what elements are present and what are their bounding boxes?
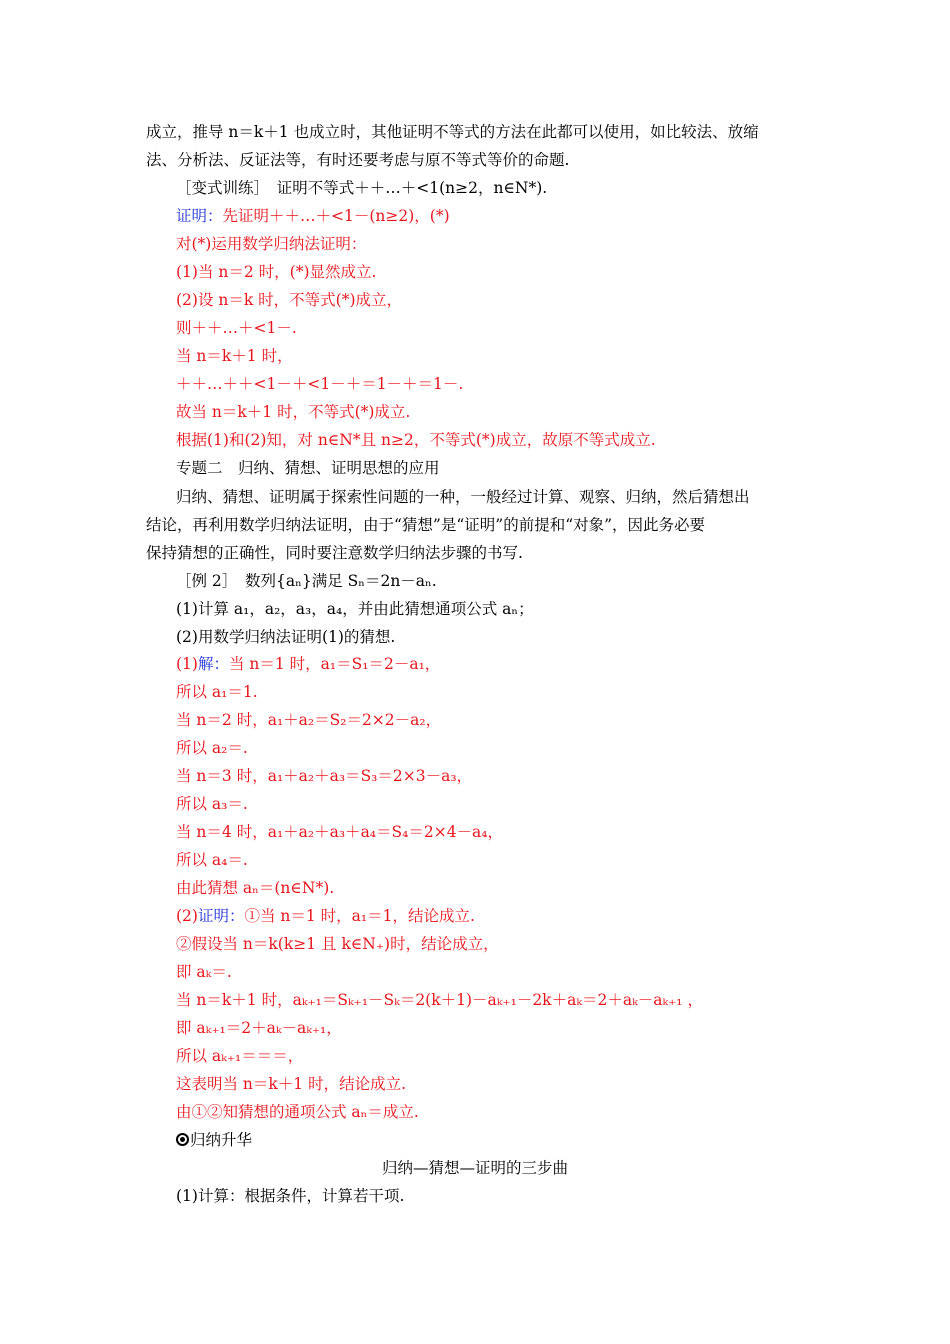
part-number: (1) bbox=[176, 655, 198, 673]
example-question: (2)用数学归纳法证明(1)的猜想. bbox=[176, 628, 396, 646]
summary-step: (1)计算：根据条件，计算若干项. bbox=[176, 1187, 405, 1205]
proof-label: 证明： bbox=[197, 907, 245, 925]
proof-line: 根据(1)和(2)知，对 n∈N*且 n≥2，不等式(*)成立，故原不等式成立. bbox=[176, 431, 656, 449]
proof-line bbox=[176, 906, 475, 926]
proof-line: 对(*)运用数学归纳法证明： bbox=[176, 235, 367, 253]
solution-line: 所以 a₁＝1. bbox=[176, 683, 258, 701]
proof-line: ②假设当 n＝k(k≥1 且 k∈N₊)时，结论成立， bbox=[176, 935, 499, 953]
proof-line: 则＋＋…＋<1－. bbox=[176, 319, 297, 337]
part-number: (2) bbox=[176, 907, 198, 925]
solution-text: 当 n＝1 时，a₁＝S₁＝2－a₁， bbox=[228, 655, 441, 673]
paragraph-line: 法、分析法、反证法等，有时还要考虑与原不等式等价的命题. bbox=[146, 151, 570, 169]
summary-heading-label: 归纳升华 bbox=[190, 1131, 253, 1149]
proof-line: 当 n＝k＋1 时，aₖ₊₁＝Sₖ₊₁－Sₖ＝2(k＋1)－aₖ₊₁－2k＋aₖ＝2＋aₖ－aₖ₊₁ ， bbox=[176, 991, 703, 1009]
summary-heading bbox=[176, 1130, 252, 1150]
paragraph-line: 保持猜想的正确性，同时要注意数学归纳法步骤的书写. bbox=[146, 544, 523, 562]
proof-line: (1)当 n＝2 时，(*)显然成立. bbox=[176, 263, 377, 281]
solution-label: 解： bbox=[197, 655, 229, 673]
exercise-statement: ［变式训练］ 证明不等式＋＋…＋<1(n≥2，n∈N*). bbox=[176, 179, 548, 197]
proof-line: ＋＋…＋＋<1－＋<1－＋＝1－＋＝1－. bbox=[176, 375, 464, 393]
solution-line: 当 n＝3 时，a₁＋a₂＋a₃＝S₃＝2×3－a₃， bbox=[176, 767, 473, 785]
proof-line: 所以 aₖ₊₁＝＝＝， bbox=[176, 1047, 304, 1065]
section-heading: 专题二 归纳、猜想、证明思想的应用 bbox=[176, 459, 440, 477]
example-question: (1)计算 a₁，a₂，a₃，a₄，并由此猜想通项公式 aₙ； bbox=[176, 600, 534, 618]
proof-line: (2)设 n＝k 时，不等式(*)成立， bbox=[176, 291, 403, 309]
paragraph-line: 结论，再利用数学归纳法证明，由于“猜想”是“证明”的前提和“对象”，因此务必要 bbox=[146, 516, 706, 534]
solution-line: 所以 a₂＝. bbox=[176, 739, 248, 757]
example-statement: ［例 2］ 数列{aₙ}满足 Sₙ＝2n－aₙ. bbox=[176, 572, 437, 590]
solution-line: 所以 a₄＝. bbox=[176, 851, 248, 869]
solution-line: 当 n＝4 时，a₁＋a₂＋a₃＋a₄＝S₄＝2×4－a₄， bbox=[176, 823, 504, 841]
solution-line: 当 n＝2 时，a₁＋a₂＝S₂＝2×2－a₂， bbox=[176, 711, 442, 729]
bullseye-icon bbox=[176, 1133, 189, 1146]
proof-text: ①当 n＝1 时，a₁＝1，结论成立. bbox=[244, 907, 475, 925]
proof-line: 即 aₖ＝. bbox=[176, 963, 232, 981]
proof-label: 证明： bbox=[176, 207, 223, 225]
proof-line: 即 aₖ₊₁＝2＋aₖ－aₖ₊₁， bbox=[176, 1019, 342, 1037]
paragraph-line: 成立，推导 n＝k＋1 也成立时，其他证明不等式的方法在此都可以使用，如比较法、放缩 bbox=[146, 123, 759, 141]
proof-text: 先证明＋＋…＋<1－(n≥2)，(*) bbox=[222, 207, 450, 225]
proof-line bbox=[176, 206, 450, 226]
solution-line bbox=[176, 654, 440, 674]
paragraph-line: 归纳、猜想、证明属于探索性问题的一种，一般经过计算、观察、归纳，然后猜想出 bbox=[176, 488, 750, 506]
solution-line: 由此猜想 aₙ＝(n∈N*). bbox=[176, 879, 335, 897]
solution-line: 所以 a₃＝. bbox=[176, 795, 248, 813]
proof-line: 这表明当 n＝k＋1 时，结论成立. bbox=[176, 1075, 407, 1093]
proof-line: 故当 n＝k＋1 时，不等式(*)成立. bbox=[176, 403, 411, 421]
proof-line: 由①②知猜想的通项公式 aₙ＝成立. bbox=[176, 1103, 419, 1121]
summary-title: 归纳—猜想—证明的三步曲 bbox=[381, 1159, 568, 1177]
proof-line: 当 n＝k＋1 时， bbox=[176, 347, 293, 365]
